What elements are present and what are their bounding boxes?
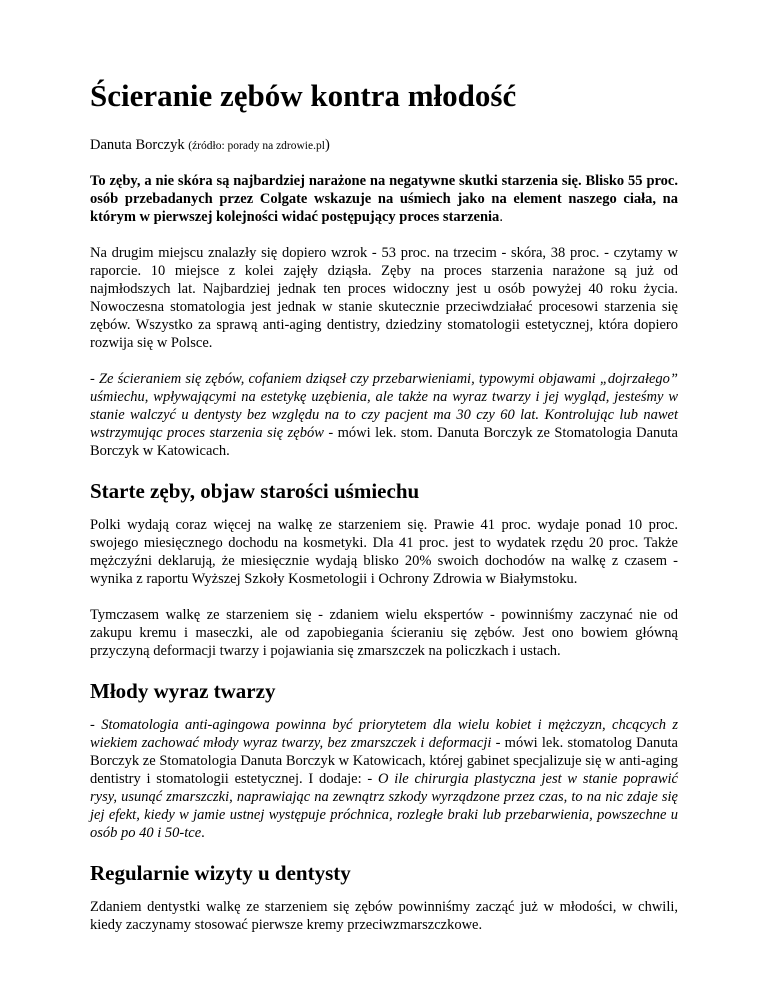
source-note: (źródło: porady na zdrowie.pl — [188, 140, 325, 152]
section-3-paragraph-1: Zdaniem dentystki walkę ze starzeniem się zębów powinniśmy zacząć już w młodości, w chwili, kiedy zaczynamy stosować pierwsze kremy przeciwzmarszczkowe. — [90, 899, 678, 933]
section-2-paragraph — [90, 716, 678, 842]
lead-paragraph — [90, 172, 678, 226]
section-2-mid: - mówi lek. stomatolog Danuta Borczyk ze Stomatologia Danuta Borczyk w Katowicach, której gabinet specjalizuje się w anti-aging dentistry i stomatologii estetycznej. I dodaje: — [90, 735, 678, 787]
section-1-paragraph-1: Polki wydają coraz więcej na walkę ze starzeniem się. Prawie 41 proc. wydaje ponad 10 proc. swojego miesięcznego dochodu na kosmetyki. Dla 41 proc. jest to wydatek rzędu 20 proc. Także mężczyźni deklarują, że miesięcznie wydają blisko 20% swoich dochodów na walkę z czasem - wynika z raportu Wyższej Szkoły Kosmetologii i Ochrony Zdrowia w Białymstoku. — [90, 517, 678, 587]
paragraph-2 — [90, 370, 678, 460]
lead-text: To zęby, a nie skóra są najbardziej narażone na negatywne skutki starzenia się. Blisko 55 proc. osób przebadanych przez Colgate wskazuje na uśmiech jako na element naszego ciała, na którym w pierwszej kolejności widać postępujący proces starzenia — [90, 173, 678, 225]
section-2-quote-2: - O ile chirurgia plastyczna jest w stanie poprawić rysy, usunąć zmarszczki, naprawiając na zewnątrz szkody wyrządzone przez czas, to na nic zdaje się jej efekt, kiedy w jamie ustnej występuje próchnica, rozległe braki lub przebarwienia, powszechne u osób po 40 i 50-tce — [90, 771, 678, 841]
section-1-paragraph-2: Tymczasem walkę ze starzeniem się - zdaniem wielu ekspertów - powinniśmy zaczynać nie od zakupu kremu i maseczki, ale od zapobiegania ścieraniu się zębów. Jest ono bowiem główną przyczyną deformacji twarzy i pojawiania się zmarszczek na policzkach i ustach. — [90, 607, 678, 659]
paragraph-1: Na drugim miejscu znalazły się dopiero wzrok - 53 proc. na trzecim - skóra, 38 proc. - czytamy w raporcie. 10 miejsce z kolei zajęły dziąsła. Zęby na proces starzenia narażone są już od najmłodszych lat. Najbardziej jednak ten proces widoczny jest u osób powyżej 40 roku życia. Nowoczesna stomatologia jest jednak w stanie skutecznie przeciwdziałać procesowi starzenia się zębów. Wszystko za sprawą anti-aging dentistry, dziedziny stomatologii estetycznej, która dopiero rozwija się w Polsce. — [90, 245, 678, 351]
quote-text: - Ze ścieraniem się zębów, cofaniem dziąseł czy przebarwieniami, typowymi objawami „dojrzałego” uśmiechu, wpływającymi na estetykę uzębienia, ale także na wyraz twarzy i jej wygląd, jesteśmy w stanie walczyć u dentysty bez względu na to czy pacjent ma 30 czy 60 lat. Kontrolując lub nawet wstrzymując proces starzenia się zębów — [90, 371, 678, 441]
section-2-quote-1: - Stomatologia anti-agingowa powinna być priorytetem dla wielu kobiet i mężczyzn, chcących z wiekiem zachować młody wyraz twarzy, bez zmarszczek i deformacji — [90, 717, 678, 751]
section-1-heading: Starte zęby, objaw starości uśmiechu — [90, 479, 420, 503]
lead-end: . — [499, 209, 503, 225]
article-title: Ścieranie zębów kontra młodość — [90, 78, 517, 113]
quote-attribution: - mówi lek. stom. Danuta Borczyk ze Stomatologia Danuta Borczyk w Katowicach. — [90, 425, 678, 459]
source-close: ) — [324, 137, 330, 153]
author-name: Danuta Borczyk — [90, 137, 185, 153]
section-2-heading: Młody wyraz twarzy — [90, 679, 276, 703]
section-2-end: . — [201, 825, 205, 841]
byline — [90, 136, 678, 155]
section-3-heading: Regularnie wizyty u dentysty — [90, 861, 351, 885]
